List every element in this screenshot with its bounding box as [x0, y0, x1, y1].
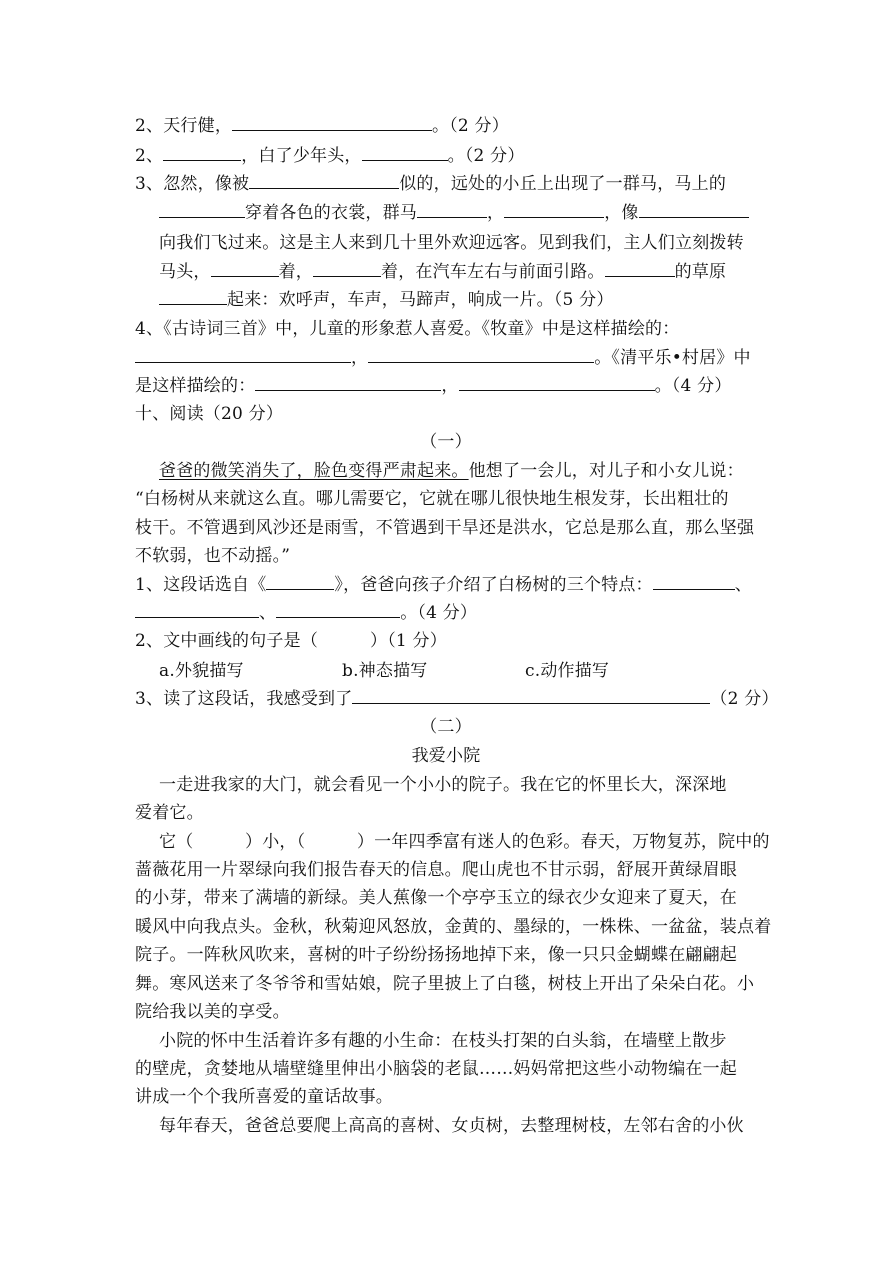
passage-line: 院子。一阵秋风吹来，喜树的叶子纷纷扬扬地掉下来，像一只只金蝴蝶在翩翩起: [135, 945, 737, 965]
passage-line: 爱着它。: [135, 803, 204, 823]
option-b[interactable]: b.神态描写: [342, 661, 428, 681]
answer-blank[interactable]: [135, 602, 259, 618]
answer-blank[interactable]: [266, 574, 334, 590]
part2-heading: （二）: [420, 717, 472, 737]
question-3-line3: 向我们飞过来。这是主人来到几十里外欢迎远客。见到我们，主人们立刻拨转: [159, 233, 744, 253]
answer-blank[interactable]: [255, 375, 441, 391]
part1-options: [159, 660, 799, 682]
passage-line: 一走进我家的大门，就会看见一个小小的院子。我在它的怀里长大，深深地: [159, 775, 727, 795]
passage-line: 每年春天，爸爸总要爬上高高的喜树、女贞树，去整理树枝，左邻右舍的小伙: [159, 1116, 744, 1136]
part1-paragraph-line1: 爸爸的微笑消失了，脸色变得严肃起来。他想了一会儿，对儿子和小女儿说：: [159, 461, 744, 481]
answer-blank[interactable]: [163, 145, 241, 161]
answer-blank[interactable]: [362, 145, 448, 161]
passage-line: 蔷薇花用一片翠绿向我们报告春天的信息。爬山虎也不甘示弱，舒展开黄绿眉眼: [135, 860, 737, 880]
part1-question1-line2: 、 。（4 分）: [135, 602, 775, 624]
passage-line: 讲成一个个我所喜爱的童话故事。: [135, 1087, 393, 1107]
part1-heading: （一）: [420, 432, 472, 452]
answer-blank[interactable]: [313, 261, 381, 277]
passage-line: 的壁虎，贪婪地从墙壁缝里伸出小脑袋的老鼠……妈妈常把这些小动物编在一起: [135, 1059, 737, 1079]
answer-blank[interactable]: [276, 602, 400, 618]
question-3-line2: 穿着各色的衣裳，群马 ， ，像: [159, 202, 799, 224]
answer-blank[interactable]: [159, 202, 245, 218]
option-c[interactable]: c.动作描写: [525, 661, 610, 681]
answer-blank[interactable]: [653, 574, 735, 590]
answer-blank[interactable]: [639, 202, 749, 218]
answer-blank[interactable]: [211, 261, 279, 277]
part1-question1-line1: 1、这段话选自《 》，爸爸向孩子介绍了白杨树的三个特点： 、: [135, 575, 752, 595]
part1-question2: 2、文中画线的句子是（ ）（1 分）: [135, 631, 447, 651]
question-3-line4: 马头， 着， 着，在汽车左右与前面引路。 的草原: [159, 262, 727, 282]
passage-line: 院给我以美的享受。: [135, 1002, 290, 1022]
answer-blank[interactable]: [459, 375, 655, 391]
part1-paragraph-line2: “白杨树从来就这么直。哪儿需要它，它就在哪儿很快地生根发芽，长出粗壮的: [135, 489, 729, 509]
answer-blank[interactable]: [159, 289, 227, 305]
answer-blank[interactable]: [368, 347, 594, 363]
question-4-line1: 4、《古诗词三首》中，儿童的形象惹人喜爱。《牧童》中是这样描绘的：: [135, 319, 680, 339]
question-2b: 2、 ，白了少年头， 。（2 分）: [135, 146, 525, 166]
question-4-line2: ， 。《清平乐•村居》中: [135, 347, 775, 369]
question-2a: 2、天行健， 。（2 分）: [135, 116, 509, 136]
option-a[interactable]: a.外貌描写: [159, 661, 244, 681]
underlined-sentence: 爸爸的微笑消失了，脸色变得严肃起来。: [159, 461, 469, 481]
passage-line: 舞。寒风送来了冬爷爷和雪姑娘，院子里披上了白毯，树枝上开出了朵朵白花。小: [135, 974, 755, 994]
answer-blank[interactable]: [417, 202, 487, 218]
passage-line: 暖风中向我点头。金秋，秋菊迎风怒放，金黄的、墨绿的，一株株、一盆盆，装点着: [135, 917, 772, 937]
answer-blank[interactable]: [232, 115, 432, 131]
part1-question3: 3、读了这段话，我感受到了 （2 分）: [135, 689, 779, 709]
question-3-line1: 3、忽然，像被 似的，远处的小丘上出现了一群马，马上的: [135, 174, 727, 194]
part1-paragraph-line4: 不软弱，也不动摇。”: [135, 546, 291, 566]
question-3-line5: 起来：欢呼声，车声，马蹄声，响成一片。（5 分）: [159, 289, 799, 311]
section-heading: 十、阅读（20 分）: [135, 404, 284, 424]
passage-line: 它（ ）小，（ ）一年四季富有迷人的色彩。春天，万物复苏，院中的: [159, 832, 770, 852]
question-4-line3: 是这样描绘的： ， 。（4 分）: [135, 376, 732, 396]
answer-blank[interactable]: [605, 261, 675, 277]
answer-blank[interactable]: [352, 688, 710, 704]
answer-blank[interactable]: [135, 347, 351, 363]
passage-line: 小院的怀中生活着许多有趣的小生命：在枝头打架的白头翁，在墙壁上散步: [159, 1031, 727, 1051]
answer-blank[interactable]: [249, 173, 399, 189]
passage-line: 的小芽，带来了满墙的新绿。美人蕉像一个亭亭玉立的绿衣少女迎来了夏天，在: [135, 888, 737, 908]
part1-paragraph-line3: 枝干。不管遇到风沙还是雨雪，不管遇到干旱还是洪水，它总是那么直，那么坚强: [135, 518, 755, 538]
passage-title: 我爱小院: [411, 746, 481, 766]
answer-blank[interactable]: [504, 202, 604, 218]
